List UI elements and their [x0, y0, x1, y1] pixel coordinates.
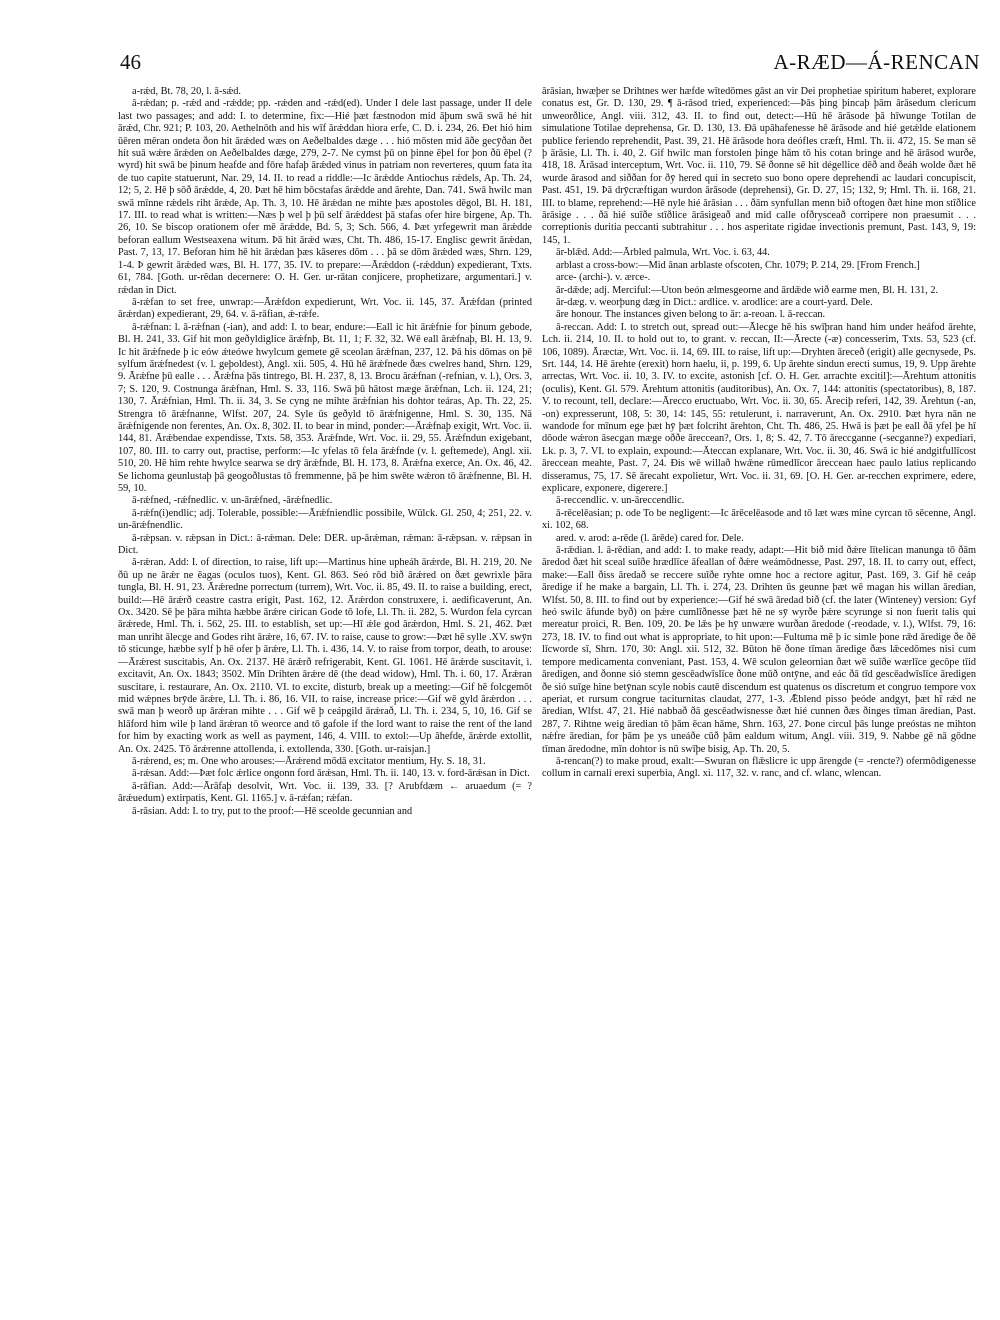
dictionary-entry: ā-rāfian. Add:—Ārāfaþ desolvit, Wrt. Voc. ii. 139, 33. [? Arubfdæm ← aruaedum (= ? ārǽuedum) extirpatis, Kent. Gl. 1165.] v. ā-rǽfan; rǽfan. [118, 780, 532, 805]
dictionary-entry: ā-rǽran. Add: I. of direction, to raise, lift up:—Martinus hine upheáh ārǽrde, Bl. H. 219, 20. Ne ðū up ne ārǽr ne ēagas (oculos tuos), Kent. Gl. 863. Seó rōd bið ārǽred on ðæt gewrixle þāra tungla, Bl. H. 91, 23. Ārǽredne porrectum (turrem), Wrt. Voc. ii. 85, 49. II. to raise a building, erect, build:—Hē ārǽrð ceastre castra erigit, Past. 162, 12. Ārǽrdon construxere, i. aedificaverunt, An. Ox. 3420. Sē þe þāra mihta hæbbe ārǽre cirican Gode tō lofe, Ll. Th. ii. 282, 5. Wurdon fela cyrcan ārǽrede, Hml. Th. i. 562, 25. III. to establish, set up:—Hī ǽle god ārǽrdon, Hml. S. 21, 462. Þæt man unriht ālecge and Godes riht ārǽre, 16, 67. IV. to raise, cause to grow:—Þæt hē sylle .XV. swȳn tō sticunge, hæbbe sylf þ hē ofer þ ārǽre, Ll. Th. i. 436, 14. V. to raise from torpor, death, to arouse:—Ārǽrest suscitabis, An. Ox. 2137. Hē ārǽrð refrigerabit, Kent. Gl. 1061. Hē ārǽrde suscitavit, i. excitavit, An. Ox. 1843; 3502. Mīn Drihten ārǽre dē (the dead widow), Hml. Th. i. 60, 17. Ārǽran suscitare, i. restaurare, An. Ox. 2110. VI. to excite, disturb, break up a meeting:—Gif hē folcgemōt mid wǽpnes brȳde ārǽre, Ll. Th. i. 86, 16. VII. to raise, increase price:—Gif wē gyld ārǽrdon . . . swā man þ weorð up ārǽran mihte . . . Gif wē þ ceápgild ārǽrað, Ll. Th. i. 234, 5, 10, 16. Gif se hlāford him wile þ land ārǽran tō weorce and tō gafole if the lord want to raise the rent of the land for him by exacting work as well as payment, 146, 4. VIII. to extol:—Up āhefde, ārǽrde extollit, An. Ox. 2425. Tō ārǽrenne attollenda, i. extollenda, 330. [Goth. ur-raisjan.] [118, 557, 532, 755]
dictionary-entry: ā-rāsian. Add: I. to try, put to the proof:—Hē sceolde gecunnian and [132, 805, 413, 817]
dictionary-entry: ā-rǽpsan. v. rǽpsan in Dict.: ā-rǽman. Dele: DER. up-ārǽman, rǽman: ā-rǽpsan. v. rǽpsan in Dict. [118, 532, 532, 557]
dictionary-entry: ā-rēcelēasian; p. ode To be negligent:—Ic ārēcelēasode and tō læt wæs mine cyrcan tō sēcenne, Angl. xi. 102, 68. [542, 507, 976, 532]
left-column [118, 86, 532, 1311]
right-column [542, 86, 976, 1311]
dictionary-entry: ā-reccan. Add: I. to stretch out, spread out:—Ālecge hē his swīþran hand him under heáfod ārehte, Lch. ii. 214, 10. II. to hold out to, to grant. v. reccan, II:—Ārecte (-æ) concesserim, Txts. 53, 523 (cf. 106, 1089). Āræctæ, Wrt. Voc. ii. 14, 69. III. to raise, lift up:—Dryhten āreceð (erigit) alle gecnysede, Ps. Srt. 144, 14. Hē ārehte (erexit) horn haelu, ii, p. 199, 6. Up ārehte sindun erecti sumus, 19, 9. Upp ārehte arrectas, Wrt. Voc. ii. 10, 3. IV. to excite, astonish [cf. O. H. Ger. arrachte excitil]:—Ārehtum attonitis (oculis), Kent. Gl. 579. Ārehtum attonitis (auditoribus), An. Ox. 7, 144: attonitis (spectatoribus), 8, 187. V. to recount, tell, declare:—Ārecco eructuabo, Wrt. Voc. ii. 30, 65. Āreciþ referi, 142, 39. Ārehtun (-an, -on) expresserunt, 108, 5: 30, 14: 145, 55: retulerunt, i. narraverunt, An. Ox. 2910. Þæt hyra nān ne wandode for mīnum ege þæt hȳ þæt folcriht ārehton, Cht. Th. 486, 25. Hwā is þæt þe eall ðā yfel þe hī dōode wǽron āsecgan mæge oððe āreccean?, Ors. 1, 8; S. 42, 7. Tō āreccganne (-secganne?) expediari, Lk. p. 3, 7. VI. to explain, expound:—Āteccan explanare, Wrt. Voc. ii. 30, 46. Swā ic hié andgitfullīcost āreccean meahte, Past. 7, 24. Ðis wē willað hwǣne rūmedlīcor āreccean haec paulo latius replicando disseramus, 75, 17. Sē ārecaht expolietur, Wrt. Voc. ii. 31, 69. [O. H. Ger. ar-recchen exprimere, edere, explicare, exponere, digerere.] [542, 321, 976, 494]
dictionary-entry: ared. v. arod: a-rēde (l. ārēde) cared for. Dele. [556, 532, 744, 544]
dictionary-entry: ārāsian, hwæþer se Drihtnes wer hæfde wītedōmes gāst an vir Dei prophetiae spiritum haberet, explorare conatus est, Gr. D. 130, 29. ¶ ā-rāsod tried, experienced:—Þās þing þincaþ þām ārāsedum clericum unweorðlice, Angl. viii. 312, 43. II. to find out, detect:—Hū hē ārāsode þā hīwunge Totilan de simulatione Totilae deprehensa, Gr. D. 130, 13. Ðā upāhafenesse hē ārāsode and hié getǽlde elationem publice feriendo reprehendit, Past. 39, 21. Hē ārāsode hora deófles cræft, Hml. Th. ii. 472, 15. Se man sē þ ārāsie, Ll. Th. i. 40, 2. Gif hwilc man forstolen þinge hām tō his cotan bringe and hē ārāsod wurðe, 418, 18. Ārāsad interceptum, Wrt. Voc. ii. 110, 79. Sē ðonne sē hit dégellice dēð and ðeáh wolde ðæt hē wurde ārasod and siððan for ðȳ hered qui in secreto suo bono opere deprehendi ac laudari concupiscit, Past. 451, 19. Þā drȳcræftigan wurdon ārāsode (deprehensi), Gr. D. 27, 15; 132, 9; Hml. Th. ii. 168, 21. III. to blame, reprehend:—Hē nyle hié ārāsian . . . ðām synfullan menn bið oftogen ðæt hine mon stīðlice ārāsige . . . ðā hié suīðe stīðlice ārāsigeað and mid calle ofðrysceað corripere non praesumit . . . correptionis duritia peccanti subtrahitur . . . hos asperitate rigidae invectionis premunt, Past. 143, 9, 19: 145, 1. [542, 86, 976, 246]
dictionary-entry: ā-rǽfnan: l. ā-rǽfnan (-ian), and add: I. to bear, endure:—Eall ic hit ārǽfnie for þinum gebode, Bl. H. 241, 33. Gif hit mon geðyldiglice ārǽfnþ, Bt. 11, 1; F. 32, 32. Wē eall ārǽfnaþ, Bl. H. 13, 9. Ic hit ārǽfnede þ ic eów ǽteówe hwylcum gemete gē sceolan ārǽfnan, 237, 12. Þā his dōmas on þē sylfum ārǽfnedest (v. l. geþoldest), Angl. xii. 505, 4. Hū hē ārǽfnede ðæs cwelres hand, Shrn. 129, 9. Ārǽfne þū ealle . . . Ārǽfna þās tintrego, Bl. H. 237, 8, 13. Brocu ārǽfnan (-refnian, v. l.), Ors. 3, 7; S. 120, 9. Costnunga ārǽfnan, Hml. S. 33, 116. Swā þū hātost mæge ārǽfnan, Lch. ii. 124, 21; 130, 7. Ārǽfnian, Hml. Th. ii. 34, 3. Se cyng ne mihte ārǽfnian his dohtor teáras, Ap. Th. 22, 25. Strengra tō ārǽfnanne, Wlfst. 207, 24. Syle ūs geðyld tō ārǽfnigenne, Hml. S. 30, 135. Nā ārǽfnigende non ferentes, An. Ox. 8, 302. II. to bear in mind, ponder:—Ārǽfnaþ exigit, Wrt. Voc. ii. 144, 81. Ārǽbendae expendisse, Txts. 58, 353. Ārǽfnde, Wrt. Voc. ii. 29, 55. Ārǽfndun exigebant, 107, 80. III. to carry out, practise, perform:—Ic yfelas tō fela ārǽfnde (v. l. geftemede), Angl. xii. 510, 20. Hē him rehte hwylce searwa se drȳ ārǽfnde, Bl. H. 173, 8. Ārǽfna exerce, An. Ox. 46, 42. Se lichoma geunlustaþ þā geogoðlustas tō fremmenne, þā þe him swēte wǽron tō ārǽfnenne, Bl. H. 59, 10. [118, 321, 532, 494]
dictionary-entry: ā-rǽfned, -rǽfnedlic. v. un-ārǽfned, -ārǽfnedlic. [132, 495, 333, 507]
dictionary-entry: ār-dæg. v. weorþung dæg in Dict.: ardlice. v. arodlice: are a court-yard. Dele. [556, 296, 873, 308]
dictionary-entry: ā-rencan(?) to make proud, exalt:—Swuran on flǣslicre ic upp ārengde (= -rencte?) ofermōdigenesse collum in carnali erexi superbia, Angl. xi. 117, 32. v. ranc, and cf. wlanc, wlencan. [542, 755, 976, 780]
dictionary-entry: āre honour. The instances given belong to ār: a-reoan. l. ā-reccan. [556, 309, 826, 321]
dictionary-entry: arce- (archi-). v. ærce-. [556, 272, 651, 284]
dictionary-entry: arblast a cross-bow:—Mid ānan arblaste ofscoten, Chr. 1079; P. 214, 29. [From French.] [556, 259, 920, 271]
dictionary-entry: ā-rǽrend, es; m. One who arouses:—Ārǽrend mōdā excitator mentium, Hy. S. 18, 31. [132, 755, 486, 767]
dictionary-entry: ā-rǽsan. Add:—Þæt folc ǽrlice ongonn ford ārǽsan, Hml. Th. ii. 140, 13. v. ford-ārǽsan in Dict. [132, 768, 530, 780]
dictionary-entry: a-rǽd, Bt. 78, 20, l. ā-sǽd. [132, 86, 241, 97]
page-number: 46 [120, 50, 141, 74]
running-head: A-RÆD—Á-RENCAN [773, 50, 980, 74]
dictionary-entry: ār-dǣde; adj. Merciful:—Uton beón ælmesgeorne and ārdǣde wið earme men, Bl. H. 131, 2. [556, 284, 939, 296]
dictionary-entry: ā-reccendlic. v. un-āreccendlic. [556, 495, 685, 507]
dictionary-entry: ā-rǣdian. l. ā-rēdian, and add: I. to make ready, adapt:—Hit bið mid ðǽre lītelican manunga tō ðām āredod ðæt hit sceal suīðe hrædlīce āfeallan of ðǽre weámōdnesse, Past. 297, 18. II. to carry out, effect, make:—Eall ðiss āredað se reccere suīðe ryhte omne hoc a rectore agitur, Past. 169, 3. Gif hē ceáp āredige if he make a bargain, Ll. Th. i. 274, 23. Drihten ūs geunne þæt wē magan his willan āredian, Wlfst. 50, 8. III. to find out by experience:—Gif hé swā āredad bið (cf. the later (Winteney) version: Gyf heó swilc āfunde byð) on þǽre cumlīðnesse þæt hē ne sȳ wyrðe þǽre scyrunge si non fuerit talis qui mereatur proici, R. Ben. 109, 20. Þe lǣs þe hȳ unwære wurðan āredode (-reodade, v. l.), Wlfst. 79, 16: 273, 18. IV. to find out what is appropriate, to hit upon:—Fultuma mē þ ic simle þone rǣd āredige ðe ðē līcworde sī, Shrn. 170, 30: Angl. xii. 512, 32. Būton hē ðone tīman āredige ðæs lǣcedōmes nisi cum tempore medicamenta conveniant, Past. 153, 4. Wē sculon geleornian ðæt wē suīðe wærlīce gecōpe tīid āredigen, and ðonne sió stemn gescēadwīslīce ðone mūð ontȳne, and eác ðā tīd gescēadwīslīce āredigen ðe sió suīge hine betȳnan scyle nobis cautē discendum est quatenus os discretum et congruo tempore vox aperiat, et rursum congrue taciturnitas claudat, 277, 1-3. Ǣblend pisso þeóde andgyt, þæt hī rǽd ne āredian, Wlfst. 47, 21. Hié nabbað ðā gescēadwisnesse ðæt hié cunnen ðæs ðinges tīman āredian, Past. 287, 7. Rihtne weig āredian tō þām ēcan hāme, Shrn. 163, 27. Þone circul þās lunge preóstas ne mihton nǽfre āredian, for þām þe ys uneáðe cūð þām ealdum witum, Angl. viii. 319, 9. Nabbe gē nā gōdne tīman āredodne, mīn dohtor is nū swīþe bisig, Ap. Th. 20, 5. [542, 545, 976, 755]
dictionary-entry: ā-rǽdan; p. -rǽd and -rǽdde; pp. -rǽden and -rǽd(ed). Under I dele last passage, under II dele last two passages; and add: I. to determine, fix:—Hié þæt fæstnodon mid āþum swā swā hé hit ārǽd, Chr. 921; P. 103, 20. Aethelnōth and his wīf ārǽddan hiora erfe, C. D. i. 234, 26. Ðet hió him ūēren mēran ondeta ðon hit ārǽded wæs on Aeðelbaldes dæge . . . hió mōsten mid āðe gecȳðan ðet hit suā wǽre ārǽden on Aeðelbaldes dæge, 279, 2-7. Ne cymst þū on þinne ēþel for þon ðū ēþel (? wyrd) hit swā be þinum heafde and fōre hafaþ ārǽded vinus in patriam non reverteres, quum fata ita de tuo capite statuerunt, Nar. 29, 14. II. to read a riddle:—Ic ārǽdde Antiochus rǽdels, Ap. Th. 24, 12; 5, 2. Hē þ sōð ārǽdde, 4, 20. Þæt hē him bōcstafas ārǽdde and ārehte, Dan. 741. Swā hwilc man swā mīnne rǽdels riht ārǽde, Ap. Th. 3, 10. Hē ārǽdan ne mihte þæs apostoles dēgol, Bl. H. 181, 17. III. to read what is written:—Næs þ wel þ þū self ārǽddest þā stafas ofer hire birgene, Ap. Th. 26, 10. Se biscop orationem ofer mē ārǽdde, Bd. 5, 3; Sch. 566, 4. Þæt yrfegewrit man ārǽdde beforan eallum Westseaxena witum. Þā hit ārǽd wæs, Cht. Th. 486, 15-17. Englisc gewrit ārǽdan, Past. 7, 13, 17. Beforan him hē hit ārǽdan þæs kāseres dōm . . . þā se dōm ārǽded wæs, Shrn. 129, 1-4. Þ gewrit ārǽded wæs, Bl. H. 177, 35. IV. to prepare:—Ārǽddon (-rǽddun) expedierant, Txts. 61, 784. [Goth. ur-rēdan decernere: O. H. Ger. ur-rātan conjicere, prophetizare, argumentari.] v. rǽdan in Dict. [118, 98, 532, 296]
dictionary-entry: ā-rǽfn(i)endlic; adj. Tolerable, possible:—Ārǽfniendlic possibile, Wülck. Gl. 250, 4; 251, 22. v. un-ārǽfnendlic. [118, 507, 532, 532]
page-header [120, 50, 980, 78]
dictionary-entry: ā-rǽfan to set free, unwrap:—Ārǽfdon expedierunt, Wrt. Voc. ii. 145, 37. Ārǽfdan (printed ārǽrdan) expedierant, 29, 64. v. ā-rāfian, ǽ-rǽfe. [118, 296, 532, 321]
dictionary-entry: ār-blǣd. Add:—Ārbled palmula, Wrt. Voc. i. 63, 44. [556, 247, 770, 259]
